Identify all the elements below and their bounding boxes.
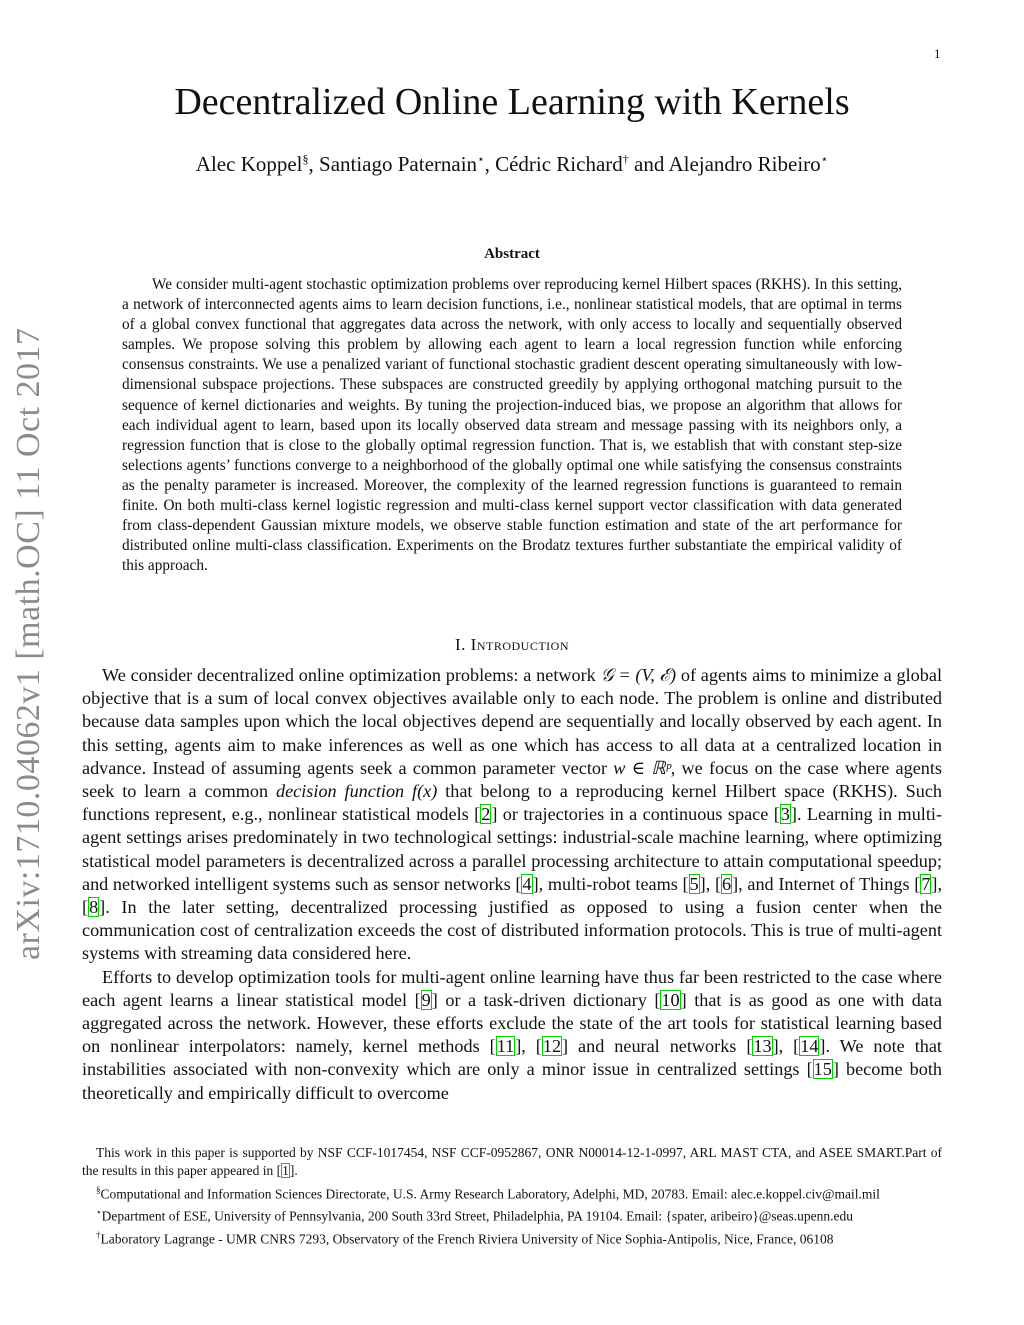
author-list — [0, 152, 1024, 177]
text-run: become both theoretically and empirically difficult to overcome — [82, 1059, 942, 1103]
text-run: . We note that instabilities associated with non-convexity which are only a minor issue in centralized settings — [82, 1036, 942, 1080]
affiliation-mark: § — [96, 1184, 101, 1195]
section-title: Introduction — [470, 635, 569, 654]
citation-link[interactable]: 5 — [689, 873, 699, 894]
text-run: , — [705, 873, 715, 894]
citation-link[interactable]: 13 — [753, 1036, 772, 1057]
text-run: , and Internet of Things — [738, 873, 915, 894]
introduction-body — [82, 664, 942, 1105]
text-run: , multi-robot teams — [538, 873, 683, 894]
text-run: , — [521, 1036, 536, 1057]
citation-link[interactable]: 9 — [421, 989, 431, 1010]
affiliation-mark: † — [622, 152, 629, 166]
citation-link[interactable]: 4 — [522, 873, 532, 894]
author-name: Alejandro Ribeiro — [668, 152, 821, 176]
text-run: Department of ESE, University of Pennsylvania, 200 South 33rd Street, Philadelphia, PA 19104. Email: {spater, aribeiro}@seas.upenn.edu — [101, 1208, 853, 1224]
paper-title: Decentralized Online Learning with Kernels — [174, 81, 850, 123]
section-number: I. — [455, 635, 471, 654]
author-name: Santiago Paternain — [319, 152, 478, 176]
text-run: that is as good as one with data aggregated across the network. However, these efforts exclude the state of the art tools for statistical learning based on nonlinear interpolators: namely, kernel methods — [82, 989, 943, 1057]
text-run: Efforts to develop optimization tools for multi-agent online learning have thus far been restricted to the case where each agent learns a linear statistical model — [82, 966, 942, 1010]
text-run: and neural networks — [568, 1036, 747, 1057]
footnote-affiliation — [82, 1181, 942, 1204]
text-run: We consider decentralized online optimization problems: a network — [102, 665, 601, 685]
citation-link[interactable]: 12 — [542, 1036, 562, 1057]
arxiv-identifier: arXiv:1710.04062v1 [math.OC] 11 Oct 2017 — [10, 327, 47, 960]
text-run: or a task-driven dictionary — [437, 989, 655, 1010]
abstract-heading: Abstract — [484, 246, 540, 262]
emphasis: decision function — [276, 781, 405, 802]
footnote-funding: This work in this paper is supported by NSF CCF-1017454, NSF CCF-0952867, ONR N00014-12-1-0997, ARL MAST CTA, and ASEE SMART.Part of the results in this paper appeared in [1]. — [82, 1145, 942, 1179]
citation-link[interactable]: 3 — [780, 804, 790, 825]
text-run: Laboratory Lagrange - UMR CNRS 7293, Observatory of the French Riviera University of Nice Sophia-Antipolis, Nice, France, 06108 — [100, 1231, 834, 1247]
citation-link[interactable]: 11 — [496, 1036, 515, 1057]
citation-link[interactable]: 10 — [661, 989, 680, 1010]
citation-link[interactable]: 15 — [813, 1059, 832, 1080]
affiliation-mark: † — [96, 1230, 101, 1241]
citation-link[interactable]: 14 — [800, 1036, 819, 1057]
text-run: . In the later setting, decentralized processing justified as opposed to using a fusion center when the communication cost of centralization exceeds the cost of distributed information protocols. This is true of multi-agent systems with streaming data considered here. — [82, 897, 942, 964]
text-run: that belong to a reproducing kernel Hilbert space (RKHS). Such functions represent, e.g., nonlinear statistical models — [82, 781, 942, 825]
text-run: , — [778, 1036, 794, 1057]
author-separator: and — [628, 152, 669, 176]
text-run: , — [937, 873, 943, 894]
section-heading — [0, 635, 1024, 655]
paragraph: Efforts to develop optimization tools for multi-agent online learning have thus far been restricted to the case where each agent learns a linear statistical model [9] or a task-driven dictionary [10] that is as good as one with data aggregated across the network. However, these efforts exclude the state of the art tools for statistical learning based on nonlinear interpolators: namely, kernel methods [11], [12] and neural networks [13], [14]. We note that instabilities associated with non-convexity which are only a minor issue in centralized settings [15] become both theoretically and empirically difficult to overcome — [82, 966, 943, 1103]
author-separator: , — [308, 152, 320, 176]
author-name: Alec Koppel — [195, 152, 303, 176]
affiliation-mark: ⋆ — [477, 152, 485, 166]
author-name: Cédric Richard — [495, 152, 623, 176]
abstract-body: We consider multi-agent stochastic optimization problems over reproducing kernel Hilbert spaces (RKHS). In this setting, a network of interconnected agents aims to learn decision functions, i.e., nonlinear statistical models, that are optimal in terms of a global convex functional that aggregates data across the network, with only access to locally and sequentially observed samples. We propose solving this problem by allowing each agent to learn a local regression function while enforcing consensus constraints. We use a penalized variant of functional stochastic gradient descent operating simultaneously with low-dimensional subspace projections. These subspaces are constructed greedily by applying orthogonal matching pursuit to the sequence of kernel dictionaries and weights. By tuning the projection-induced bias, we propose an algorithm that allows for each individual agent to learn, based upon its locally observed data stream and message passing with its neighbors only, a regression function that is close to the globally optimal regression function. That is, we establish that with constant step-size selections agents’ functions converge to a neighborhood of the globally optimal one while satisfying the consensus constraints as the penalty parameter is increased. Moreover, the complexity of the learned regression functions is guaranteed to remain finite. On both multi-class kernel logistic regression and multi-class kernel support vector classification with data generated from class-dependent Gaussian mixture models, we observe stable function estimation and state of the art performance for distributed online multi-class classification. Experiments on the Brodatz textures further substantiate the empirical validity of this approach. — [122, 276, 902, 575]
text-run: , we focus on the case where agents seek to learn a common — [82, 757, 943, 802]
citation-link[interactable]: 8 — [89, 897, 99, 918]
affiliation-mark: § — [302, 152, 309, 166]
affiliation-mark: ⋆ — [820, 152, 829, 166]
text-run: . — [294, 1163, 298, 1179]
citation-link[interactable]: 2 — [481, 804, 491, 825]
affiliation-mark: ⋆ — [96, 1207, 102, 1218]
footnote-affiliation — [82, 1203, 942, 1226]
paragraph: We consider decentralized online optimization problems: a network 𝒢 = (V, ℰ) of agents aims to minimize a global objective that is a sum of local convex objectives available only to each node. The problem is online and distributed because data samples upon which the local objectives depend are sequentially and locally observed by each agent. In this setting, agents aim to make inferences as well as one which has access to all data at a centralized location in advance. Instead of assuming agents seek a common parameter vector w ∈ ℝᵖ, we focus on the case where agents seek to learn a common decision function f(x) that belong to a reproducing kernel Hilbert space (RKHS). Such functions represent, e.g., nonlinear statistical models [2] or trajectories in a continuous space [3]. Learning in multi-agent settings arises predominately in two technological settings: industrial-scale machine learning, where optimizing statistical model parameters is decentralized across a parallel processing architecture to attain computational speedup; and networked intelligent systems such as sensor networks [4], multi-robot teams [5], [6], and Internet of Things [7], [8]. In the later setting, decentralized processing justified as opposed to using a fusion center when the communication cost of centralization exceeds the cost of distributed information protocols. This is true of multi-agent systems with streaming data considered here. — [82, 665, 943, 964]
math-function: f(x) — [404, 781, 438, 802]
math-graph: 𝒢 = (V, ℰ) — [600, 665, 677, 685]
text-run: Computational and Information Sciences Directorate, U.S. Army Research Laboratory, Adelphi, MD, 20783. Email: alec.e.koppel.civ@mail.mil — [100, 1186, 880, 1202]
text-run: This work in this paper is supported by NSF CCF-1017454, NSF CCF-0952867, ONR N00014-12-1-0997, ARL MAST CTA, and ASEE SMART.Part of the results in this paper appeared in — [82, 1145, 942, 1179]
citation-link[interactable]: 7 — [921, 873, 931, 894]
citation-link[interactable]: 1 — [282, 1163, 289, 1179]
math-vector: w ∈ ℝᵖ — [613, 757, 671, 778]
text-run: or trajectories in a continuous space — [497, 804, 774, 825]
page-number: 1 — [934, 46, 941, 61]
text-run: . Learning in multi-agent settings arises predominately in two technological settings: industrial-scale machine learning, where optimizing statistical model parameters is decentralized across a parallel processing architecture to attain computational speedup; and networked intelligent systems such as sensor networks — [82, 804, 943, 894]
footnote-affiliation — [82, 1226, 942, 1249]
footnotes — [82, 1144, 942, 1249]
citation-link[interactable]: 6 — [722, 873, 732, 894]
text-run: of agents aims to minimize a global objective that is a sum of local convex objectives available only to each node. The problem is online and distributed because data samples upon which the local objectives depend are sequentially and locally observed by each agent. In this setting, agents aim to make inferences as well as one which has access to all data at a centralized location in advance. Instead of assuming agents seek a common parameter vector — [82, 665, 942, 778]
author-separator: , — [484, 152, 496, 176]
